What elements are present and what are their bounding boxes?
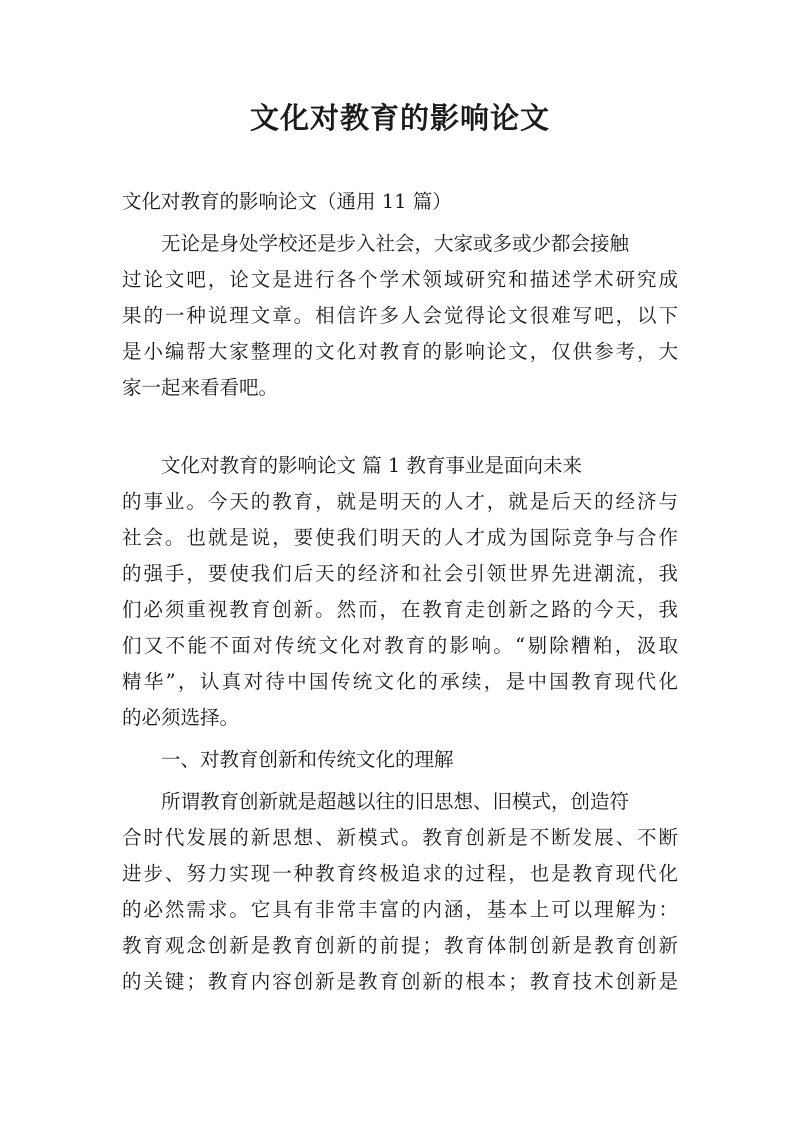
paragraph-line: 家一起来看看吧。 [122,376,279,399]
paragraph-line: 过论文吧，论文是进行各个学术领域研究和描述学术研究成 [122,268,678,291]
paragraph-line: 无论是身处学校还是步入社会，大家或多或少都会接触 [161,232,630,255]
paragraph-line: 社会。也就是说，要使我们明天的人才成为国际竞争与合作 [122,526,678,549]
paragraph-line: 的必须选择。 [122,706,240,729]
subtitle-line: 文化对教育的影响论文（通用 11 篇） [122,190,452,213]
paragraph-line: 果的一种说理文章。相信许多人会觉得论文很难写吧，以下 [122,304,678,327]
page-title: 文化对教育的影响论文 [249,101,550,135]
paragraph-line: 的必然需求。它具有非常丰富的内涵，基本上可以理解为： [122,898,678,921]
subsection-heading: 一、对教育创新和传统文化的理解 [161,748,454,771]
paragraph-line: 精华”，认真对待中国传统文化的承续，是中国教育现代化 [122,670,678,693]
paragraph-line: 们必须重视教育创新。然而，在教育走创新之路的今天，我 [122,598,678,621]
paragraph-line: 进步、努力实现一种教育终极追求的过程，也是教育现代化 [122,862,678,885]
paragraph-line: 教育观念创新是教育创新的前提；教育体制创新是教育创新 [122,934,678,957]
paragraph-line: 的强手，要使我们后天的经济和社会引领世界先进潮流，我 [122,562,678,585]
paragraph-line: 们又不能不面对传统文化对教育的影响。“剔除糟粕，汲取 [122,634,678,657]
section-heading-line: 文化对教育的影响论文 篇 1 教育事业是面向未来 [161,454,583,477]
paragraph-line: 合时代发展的新思想、新模式。教育创新是不断发展、不断 [122,826,678,849]
paragraph-line: 的关键；教育内容创新是教育创新的根本；教育技术创新是 [122,970,678,993]
paragraph-line: 所谓教育创新就是超越以往的旧思想、旧模式，创造符 [161,790,630,813]
paragraph-line: 的事业。今天的教育，就是明天的人才，就是后天的经济与 [122,490,678,513]
paragraph-line: 是小编帮大家整理的文化对教育的影响论文，仅供参考，大 [122,340,678,363]
